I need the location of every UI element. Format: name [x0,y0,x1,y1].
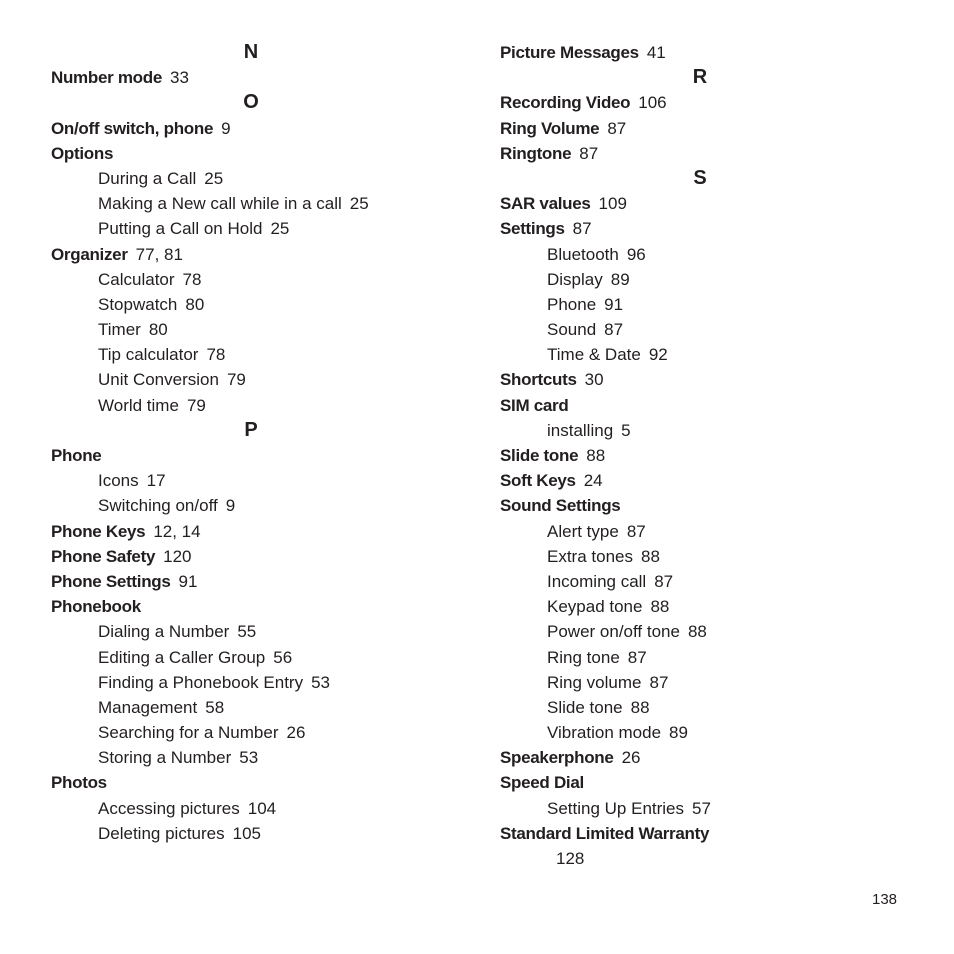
entry-page-refs: 89 [669,723,688,743]
entry-page-refs: 5 [621,420,631,440]
entry-page-refs: 88 [650,597,670,617]
index-subentry [500,544,900,569]
entry-page-refs: 78 [206,345,226,365]
entry-page-refs: 106 [638,93,667,113]
entry-page-refs: 24 [583,471,603,491]
entry-term: Accessing pictures [98,798,240,818]
entry-term: On/off switch, phone [51,118,214,138]
entry-page-refs: 78 [182,269,202,289]
entry-term: Editing a Caller Group [98,647,266,667]
index-entry [500,141,900,166]
index-entry [51,141,451,166]
index-subentry [51,216,451,241]
entry-page-refs: 88 [687,622,707,642]
entry-term: Making a New call while in a call [98,194,342,214]
entry-page-refs: 26 [286,723,306,743]
entry-page-refs: 25 [204,168,224,188]
entry-term: Standard Limited Warranty [500,823,710,843]
entry-page-refs: 87 [649,672,669,692]
index-subentry [500,519,900,544]
entry-page-refs: 88 [641,546,660,566]
entry-page-refs: 87 [654,571,674,591]
index-subentry [500,418,900,443]
entry-term: During a Call [98,168,197,188]
entry-term: SIM card [500,395,569,415]
entry-term: Alert type [547,521,619,541]
entry-page-refs: 87 [626,521,646,541]
index-entry [51,443,451,468]
section-letter-s: S [693,166,707,189]
entry-page-refs: 57 [692,798,711,818]
entry-term: Timer [98,320,141,340]
entry-term: Phone Keys [51,521,146,541]
entry-term: Bluetooth [547,244,619,264]
index-subentry [51,468,451,493]
index-entry [51,116,451,141]
entry-page-refs: 88 [630,697,650,717]
entry-page-refs: 80 [185,294,205,314]
index-entry [500,770,900,795]
entry-term: Switching on/off [98,496,218,516]
index-subentry [51,317,451,342]
entry-term: Phone [547,294,597,314]
entry-term: World time [98,395,179,415]
entry-page-refs: 58 [205,697,225,717]
entry-term: Ring volume [547,672,642,692]
index-subentry [500,267,900,292]
entry-page-refs: 26 [621,748,641,768]
entry-page-refs: 87 [604,320,624,340]
index-entry [500,443,900,468]
entry-page-refs: 89 [610,269,630,289]
entry-page-refs: 87 [627,647,647,667]
index-subentry [51,393,451,418]
index-subentry [500,645,900,670]
entry-page-refs: 105 [232,823,261,843]
index-subentry [500,594,900,619]
index-entry [51,544,451,569]
index-subentry [51,645,451,670]
index-entry [51,594,451,619]
index-subentry [51,267,451,292]
entry-term: Settings [500,219,565,239]
entry-page-refs: 77, 81 [135,244,183,264]
entry-page-refs: 88 [586,446,606,465]
index-entry [51,242,451,267]
entry-term: Management [98,697,198,717]
index-subentry [500,796,900,821]
index-subentry [500,242,900,267]
entry-term: SAR values [500,194,591,214]
index-subentry [51,166,451,191]
entry-page-refs: 55 [237,622,257,642]
entry-page-refs: 41 [646,43,666,62]
index-column-left [51,40,451,846]
index-subentry [51,342,451,367]
entry-term: Ringtone [500,143,572,163]
index-entry [500,493,900,518]
entry-term: installing [547,420,614,440]
entry-page-refs: 91 [178,571,198,591]
entry-page-refs: 9 [221,118,231,138]
entry-term: Incoming call [547,571,647,591]
index-subentry [51,796,451,821]
entry-term: Number mode [51,68,162,88]
index-subentry [500,695,900,720]
section-letter-o: O [243,91,259,114]
entry-term: Picture Messages [500,43,639,62]
index-subentry [500,292,900,317]
entry-term: Organizer [51,244,128,264]
index-subentry [500,670,900,695]
index-entry [51,770,451,795]
entry-term: Slide tone [500,446,579,465]
entry-page-refs: 30 [584,370,604,390]
index-entry [500,90,900,115]
index-entry [500,367,900,392]
entry-page-refs: 17 [146,471,166,491]
entry-term: Deleting pictures [98,823,225,843]
entry-term: Sound Settings [500,496,621,516]
entry-term: Power on/off tone [547,622,680,642]
index-continuation [500,846,900,871]
entry-page-refs: 104 [247,798,277,818]
index-entry [500,393,900,418]
entry-page-refs: 9 [225,496,236,516]
section-letter-r: R [692,66,708,89]
entry-page-refs: 91 [604,294,624,314]
entry-term: Display [547,269,603,289]
entry-page-refs: 25 [270,219,290,239]
entry-page-refs: 87 [579,143,599,163]
index-entry [51,519,451,544]
index-subentry [51,292,451,317]
entry-term: Keypad tone [547,597,643,617]
entry-page-refs: 56 [273,647,293,667]
entry-term: Shortcuts [500,370,577,390]
index-entry [500,191,900,216]
section-letter-n: N [243,41,259,63]
index-entry [500,821,900,846]
index-entry [500,468,900,493]
entry-term: Recording Video [500,93,631,113]
index-entry [500,216,900,241]
entry-page-refs: 96 [626,244,646,264]
entry-term: Searching for a Number [98,723,279,743]
entry-term: Speakerphone [500,748,614,768]
index-subentry [51,695,451,720]
index-subentry [51,821,451,846]
entry-term: Time & Date [547,345,641,365]
entry-term: Speed Dial [500,773,584,793]
index-subentry [51,745,451,770]
index-subentry [51,191,451,216]
index-subentry [500,317,900,342]
page-number: 138 [872,891,898,908]
entry-term: Vibration mode [547,723,662,743]
index-entry [500,40,900,65]
entry-page-refs: 109 [598,194,627,214]
index-subentry [51,670,451,695]
entry-term: Setting Up Entries [547,798,685,818]
entry-term: Options [51,143,114,163]
entry-term: Photos [51,773,107,793]
index-entry [51,65,451,90]
index-subentry [51,367,451,392]
index-subentry [51,493,451,518]
index-subentry [500,569,900,594]
entry-term: Calculator [98,269,175,289]
entry-term: Storing a Number [98,748,232,768]
entry-term: Slide tone [547,697,623,717]
entry-term: Dialing a Number [98,622,230,642]
entry-term: Finding a Phonebook Entry [98,672,304,692]
entry-page-refs: 87 [572,219,592,239]
entry-term: Tip calculator [98,345,199,365]
index-entry [500,745,900,770]
entry-term: Ring tone [547,647,620,667]
index-subentry [51,720,451,745]
entry-term: Phonebook [51,597,141,617]
entry-page-refs: 120 [163,546,192,566]
entry-page-refs: 92 [648,345,668,365]
index-subentry [500,342,900,367]
entry-term: Extra tones [547,546,633,566]
index-column-right [500,40,900,871]
entry-term: Putting a Call on Hold [98,219,263,239]
entry-page-refs: 128 [556,849,585,868]
index-subentry [51,619,451,644]
index-entry [500,116,900,141]
index-subentry [500,720,900,745]
entry-term: Stopwatch [98,294,178,314]
entry-term: Phone [51,446,102,465]
index-subentry [500,619,900,644]
entry-page-refs: 12, 14 [153,521,201,541]
entry-term: Ring Volume [500,118,600,138]
entry-page-refs: 87 [607,118,627,138]
entry-term: Phone Settings [51,571,171,591]
entry-page-refs: 79 [226,370,246,390]
index-entry [51,569,451,594]
entry-term: Icons [98,471,139,491]
section-letter-p: P [244,418,258,441]
entry-term: Sound [547,320,597,340]
entry-page-refs: 80 [148,320,168,340]
entry-term: Unit Conversion [98,370,219,390]
entry-term: Soft Keys [500,471,576,491]
entry-page-refs: 79 [186,395,206,415]
entry-page-refs: 33 [170,68,189,88]
entry-term: Phone Safety [51,546,156,566]
entry-page-refs: 53 [311,672,331,692]
entry-page-refs: 25 [349,194,369,214]
entry-page-refs: 53 [239,748,259,768]
